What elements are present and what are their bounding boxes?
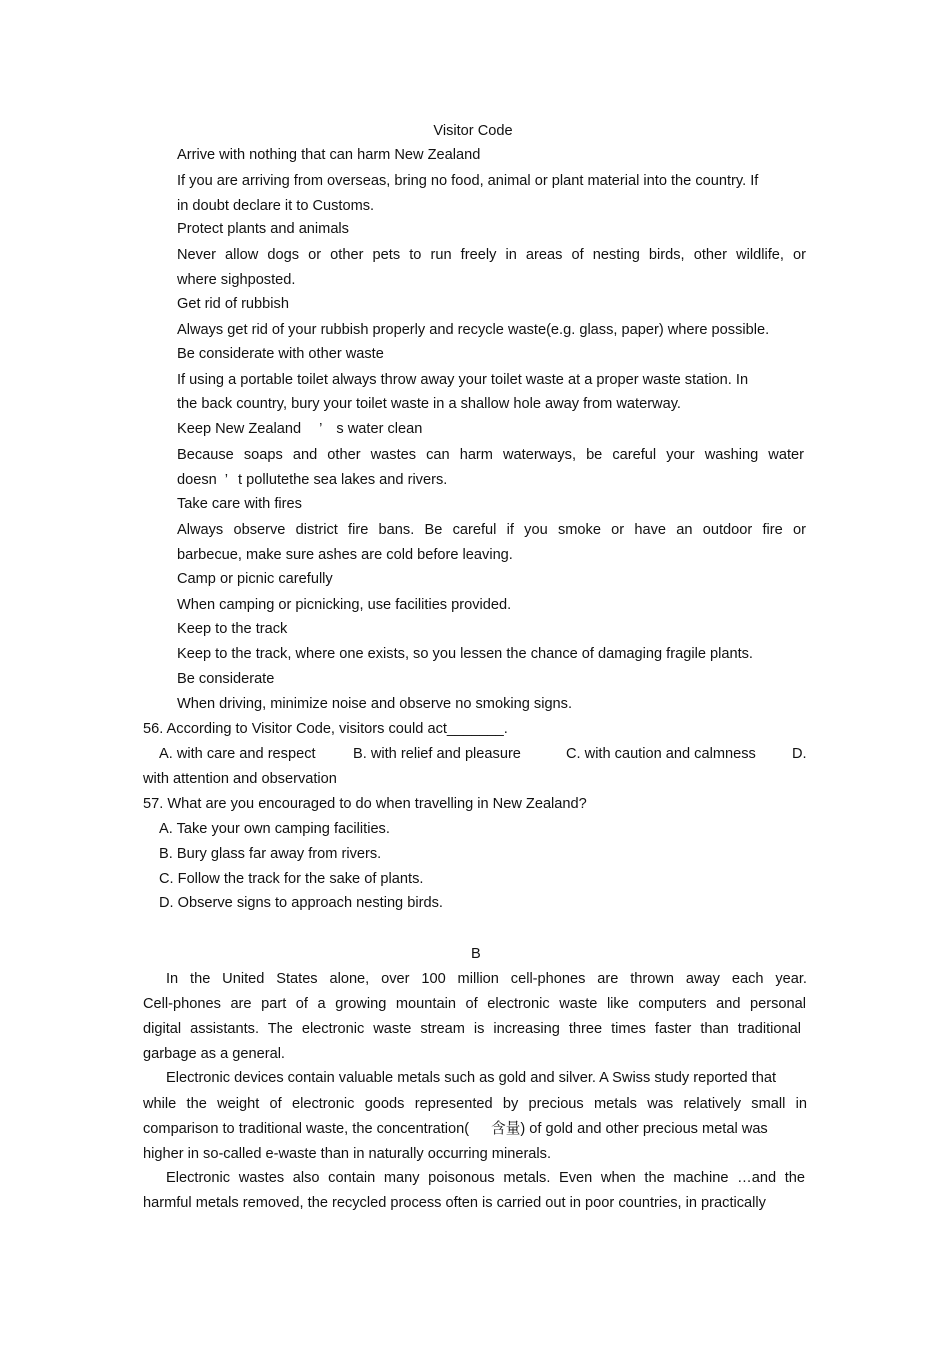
- code-text-line: Because soaps and other wastes can harm waterways, be careful your washing water: [177, 447, 804, 463]
- code-text-line: Always get rid of your rubbish properly and recycle waste(e.g. glass, paper) where possible.: [177, 322, 770, 338]
- code-heading-protect: Protect plants and animals: [177, 221, 349, 237]
- passage-b-heading: B: [471, 946, 481, 962]
- passage-b-line: Electronic wastes also contain many poisonous metals. Even when the machine …and the: [166, 1170, 805, 1186]
- passage-b-line: while the weight of electronic goods represented by precious metals was relatively small in: [143, 1096, 807, 1112]
- text-part: comparison to traditional waste, the concentration(: [143, 1121, 470, 1137]
- question-57-option-d: D. Observe signs to approach nesting birds.: [159, 895, 443, 911]
- code-text-line: where sighposted.: [177, 272, 296, 288]
- passage-b-line: digital assistants. The electronic waste stream is increasing three times faster than traditional: [143, 1021, 801, 1037]
- code-text-line: [177, 471, 447, 489]
- code-text-line: When camping or picnicking, use facilities provided.: [177, 597, 512, 613]
- chinese-gloss: 含量: [491, 1120, 521, 1137]
- question-56-option-d-label: D.: [792, 746, 807, 762]
- question-57-option-b: B. Bury glass far away from rivers.: [159, 846, 382, 862]
- code-text-line: When driving, minimize noise and observe no smoking signs.: [177, 696, 573, 712]
- question-57-option-a: A. Take your own camping facilities.: [159, 821, 390, 837]
- code-heading-considerate: Be considerate: [177, 671, 275, 687]
- code-heading-track: Keep to the track: [177, 621, 288, 637]
- question-57-stem: 57. What are you encouraged to do when travelling in New Zealand?: [143, 796, 587, 812]
- code-heading-waste: Be considerate with other waste: [177, 346, 384, 362]
- passage-b-line: Cell-phones are part of a growing mountain of electronic waste like computers and personal: [143, 996, 806, 1012]
- question-56-option-a: A. with care and respect: [159, 746, 316, 762]
- code-heading-rubbish: Get rid of rubbish: [177, 296, 289, 312]
- passage-b-line: harmful metals removed, the recycled process often is carried out in poor countries, in practically: [143, 1195, 766, 1211]
- passage-b-line: [143, 1120, 768, 1138]
- code-heading-harm: Arrive with nothing that can harm New Zealand: [177, 147, 481, 163]
- question-57-option-c: C. Follow the track for the sake of plants.: [159, 871, 424, 887]
- code-text-line: the back country, bury your toilet waste in a shallow hole away from waterway.: [177, 396, 681, 412]
- code-heading-fires: Take care with fires: [177, 496, 302, 512]
- passage-b-line: Electronic devices contain valuable metals such as gold and silver. A Swiss study reported that: [166, 1070, 777, 1086]
- visitor-code-title: Visitor Code: [433, 123, 513, 139]
- code-text-line: barbecue, make sure ashes are cold before leaving.: [177, 547, 513, 563]
- question-56-stem: 56. According to Visitor Code, visitors could act_______.: [143, 721, 508, 737]
- code-text-line: If you are arriving from overseas, bring no food, animal or plant material into the country. If: [177, 173, 759, 189]
- apostrophe: ’: [319, 421, 323, 437]
- apostrophe: ’: [224, 472, 229, 488]
- text-part: doesn: [177, 472, 217, 488]
- code-text-line: in doubt declare it to Customs.: [177, 198, 375, 214]
- code-text-line: If using a portable toilet always throw away your toilet waste at a proper waste station. In: [177, 372, 749, 388]
- code-text-line: Keep to the track, where one exists, so you lessen the chance of damaging fragile plants.: [177, 646, 753, 662]
- question-56-option-c: C. with caution and calmness: [566, 746, 756, 762]
- code-text-line: Never allow dogs or other pets to run freely in areas of nesting birds, other wildlife, or: [177, 247, 806, 263]
- passage-b-line: garbage as a general.: [143, 1046, 285, 1062]
- text-part: ) of gold and other precious metal was: [520, 1121, 768, 1137]
- code-heading-water: [177, 420, 422, 438]
- passage-b-line: higher in so-called e-waste than in naturally occurring minerals.: [143, 1146, 552, 1162]
- heading-part: s water clean: [336, 421, 423, 437]
- text-part: t pollutethe sea lakes and rivers.: [238, 472, 448, 488]
- code-text-line: Always observe district fire bans. Be careful if you smoke or have an outdoor fire or: [177, 522, 806, 538]
- heading-part: Keep New Zealand: [177, 421, 302, 437]
- passage-b-line: In the United States alone, over 100 million cell-phones are thrown away each year.: [166, 971, 807, 987]
- question-56-option-d: with attention and observation: [143, 771, 337, 787]
- code-heading-camp: Camp or picnic carefully: [177, 571, 333, 587]
- question-56-option-b: B. with relief and pleasure: [353, 746, 521, 762]
